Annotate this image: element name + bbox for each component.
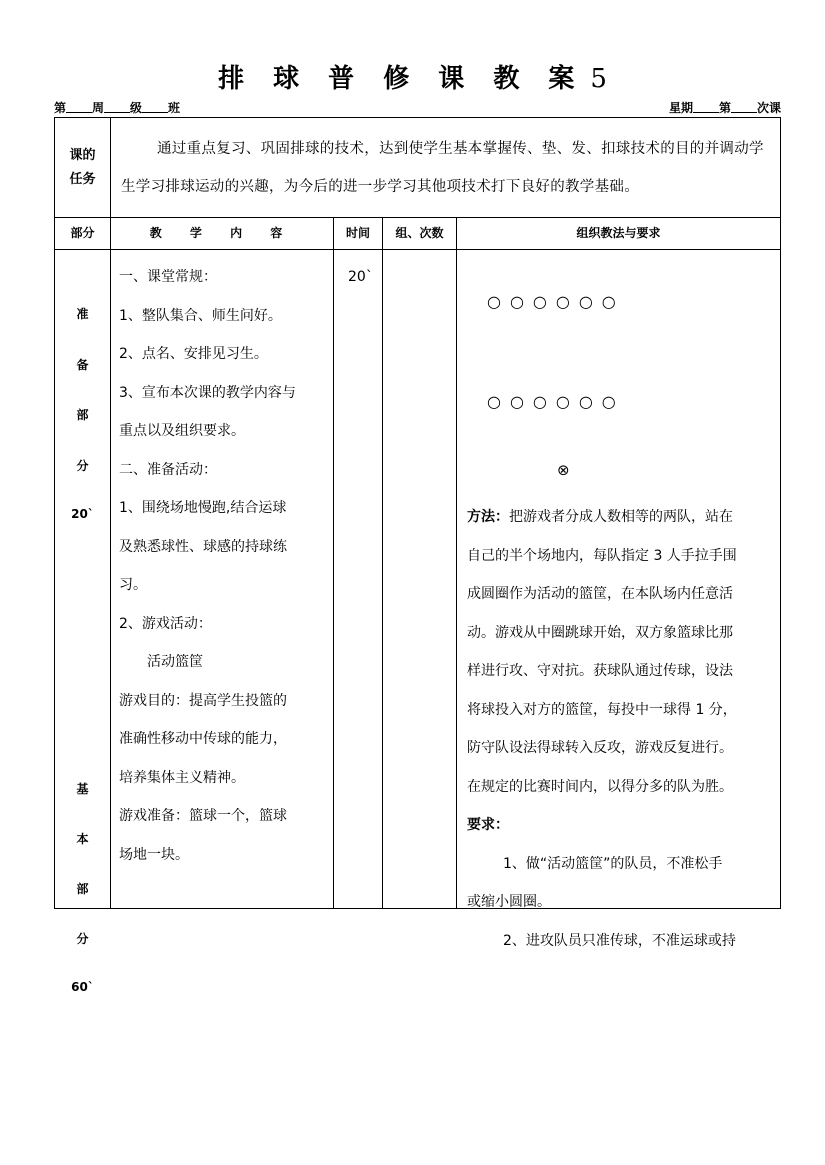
section-basic-1: 基 [76,782,89,796]
content-line: 活动篮筐 [147,654,203,670]
header-method: 组织教法与要求 [457,218,781,250]
content-line: 3、宣布本次课的教学内容与 [119,384,296,401]
method-label: 方法： [467,509,509,525]
meta-left-4: 班 [168,101,181,115]
section-prep-1: 准 [76,307,89,321]
task-label-1: 课的 [69,148,96,163]
content-line: 习。 [119,577,147,593]
content-line: 2、游戏活动： [119,615,212,632]
content-line: 1、围绕场地慢跑,结合运球 [119,500,287,516]
method-text [467,498,776,960]
title-text: 排 球 普 修 课 教 案 [218,64,585,94]
method-line: 防守队设法得球转入反攻，游戏反复进行。 [467,740,733,756]
group-cell [383,250,457,909]
method-line: 样进行攻、守对抗。获球队通过传球，设法 [467,663,733,679]
content-line: 场地一块。 [119,846,189,863]
method-line: 把游戏者分成人数相等的两队，站在 [509,509,733,525]
content-line: 一、课堂常规： [119,269,217,285]
section-cell [55,250,111,994]
document-title [0,58,825,95]
method-cell [457,250,781,949]
section-basic-4: 分 [76,932,89,946]
requirement-line: 或缩小圆圈。 [467,894,551,910]
method-line: 自己的半个场地内，每队指定 3 人手拉手围 [467,547,737,564]
blank-class [142,100,168,113]
meta-right-3: 次课 [756,101,781,115]
content-line: 培养集体主义精神。 [119,769,245,786]
section-prep-4: 分 [76,459,89,473]
meta-left-3: 级 [130,101,143,115]
content-line: 准确性移动中传球的能力， [119,731,287,747]
content-line: 2、点名、安排见习生。 [119,346,268,362]
blank-week [66,100,92,113]
method-line: 动。游戏从中圈跳球开始，双方象篮球比那 [467,624,733,641]
meta-day-lesson [669,99,781,116]
meta-week-class [54,99,180,116]
section-prep-3: 部 [76,408,89,422]
time-value: 20` [348,269,373,285]
title-number: 5 [590,64,607,94]
section-basic-time: 60` [71,980,94,994]
task-row [55,118,781,218]
time-cell [334,250,383,909]
formation-row-2: ○○○○○○ [487,392,625,411]
content-line: 重点以及组织要求。 [119,423,245,439]
method-line: 在规定的比赛时间内，以得分多的队为胜。 [467,778,733,795]
section-basic-2: 本 [76,832,89,846]
task-text-cell [111,118,781,218]
blank-lesson [731,100,757,113]
meta-left-2: 周 [92,101,105,115]
lesson-plan-table [54,117,781,994]
formation-row-1: ○○○○○○ [487,292,625,311]
header-content: 教 学 内 容 [111,218,334,250]
section-prep-2: 备 [76,358,89,372]
section-prep-time: 20` [71,507,94,521]
body-row [55,250,781,909]
content-line: 游戏目的：提高学生投篮的 [119,692,287,709]
header-row [55,218,781,250]
header-time: 时间 [334,218,383,250]
task-label-2: 任务 [69,172,96,187]
requirements-label: 要求： [467,817,509,833]
content-cell [111,250,334,909]
requirement-line: 1、做“活动篮筐”的队员，不准松手 [503,855,723,872]
blank-weekday [693,100,719,113]
method-line: 成圆圈作为活动的篮筐，在本队场内任意活 [467,586,733,602]
section-basic-3: 部 [76,882,89,896]
content-line: 游戏准备：篮球一个，篮球 [119,808,287,824]
content-line: 及熟悉球性、球感的持球练 [119,538,287,555]
method-line: 将球投入对方的篮筐，每投中一球得 1 分， [467,701,737,718]
meta-right-2: 第 [718,101,731,115]
meta-right-1: 星期 [668,101,693,115]
content-line: 二、准备活动： [119,461,217,478]
task-text: 通过重点复习、巩固排球的技术，达到使学生基本掌握传、垫、发、扣球技术的目的并调动学生学习排球运动的兴趣，为今后的进一步学习其他项技术打下良好的教学基础。 [121,141,764,195]
requirement-line: 2、进攻队员只准传球，不准运球或持 [503,932,736,949]
header-part: 部分 [55,218,111,250]
blank-grade [104,100,130,113]
content-line: 1、整队集合、师生问好。 [119,307,282,324]
task-label-cell [55,118,111,218]
header-group: 组、次数 [383,218,457,250]
teacher-symbol: ⊗ [557,461,570,479]
meta-left-1: 第 [54,101,67,115]
